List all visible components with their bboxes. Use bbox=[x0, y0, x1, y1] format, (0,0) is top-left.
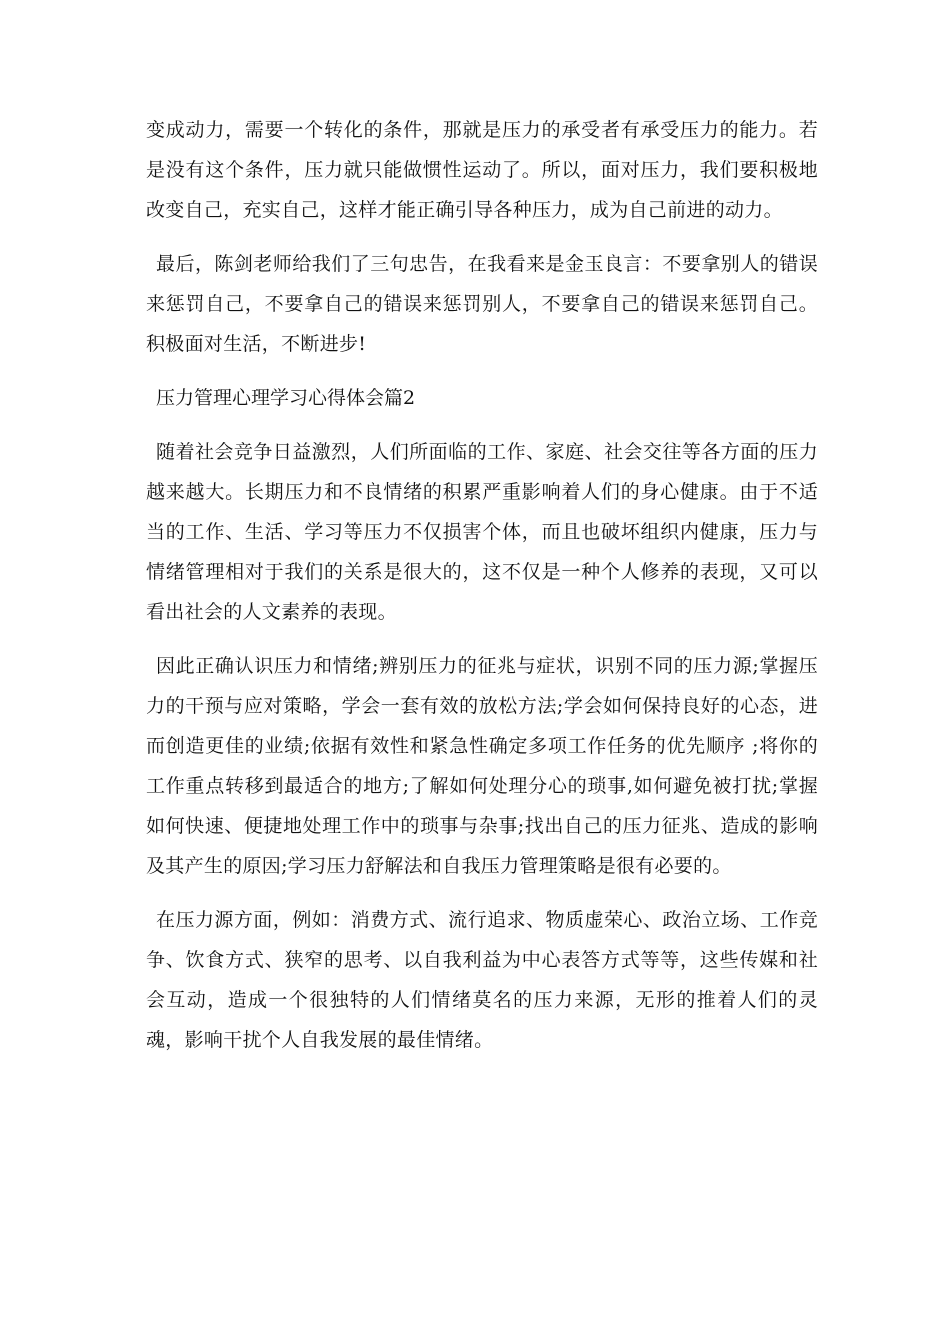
paragraph: 最后，陈剑老师给我们了三句忠告，在我看来是金玉良言：不要拿别人的错误来惩罚自己，不要拿自己的错误来惩罚别人，不要拿自己的错误来惩罚自己。积极面对生活，不断进步! bbox=[146, 253, 818, 355]
paragraph-gap bbox=[146, 418, 818, 432]
paragraph: 因此正确认识压力和情绪;辨别压力的征兆与症状，识别不同的压力源;掌握压力的干预与应对策略，学会一套有效的放松方法;学会如何保持良好的心态，进而创造更佳的业绩;依据有效性和紧急性确定多项工作任务的优先顺序 ;将你的工作重点转移到最适合的地方;了解如何处理分心的琐事,如何避免被打扰;掌握如何快速、便捷地处理工作中的琐事与杂事;找出自己的压力征兆、造成的影响及其产生的原因;学习压力舒解法和自我压力管理策略是很有必要的。 bbox=[146, 655, 818, 877]
paragraph: 变成动力，需要一个转化的条件，那就是压力的承受者有承受压力的能力。若是没有这个条件，压力就只能做惯性运动了。所以，面对压力，我们要积极地改变自己，充实自己，这样才能正确引导各种压力，成为自己前进的动力。 bbox=[146, 119, 818, 221]
paragraph-gap bbox=[146, 632, 818, 646]
document-body bbox=[146, 110, 818, 1060]
section-heading: 压力管理心理学习心得体会篇2 bbox=[156, 387, 416, 409]
paragraph: 在压力源方面，例如：消费方式、流行追求、物质虚荣心、政治立场、工作竞争、饮食方式、狭窄的思考、以自我利益为中心表答方式等等，这些传媒和社会互动，造成一个很独特的人们情绪莫名的压力来源，无形的推着人们的灵魂，影响干扰个人自我发展的最佳情绪。 bbox=[146, 909, 818, 1051]
paragraph: 随着社会竞争日益激烈，人们所面临的工作、家庭、社会交往等各方面的压力越来越大。长期压力和不良情绪的积累严重影响着人们的身心健康。由于不适当的工作、生活、学习等压力不仅损害个体，而且也破坏组织内健康，压力与情绪管理相对于我们的关系是很大的，这不仅是一种个人修养的表现，又可以看出社会的人文素养的表现。 bbox=[146, 441, 818, 623]
paragraph-gap bbox=[146, 364, 818, 378]
paragraph-gap bbox=[146, 886, 818, 900]
paragraph-gap bbox=[146, 230, 818, 244]
